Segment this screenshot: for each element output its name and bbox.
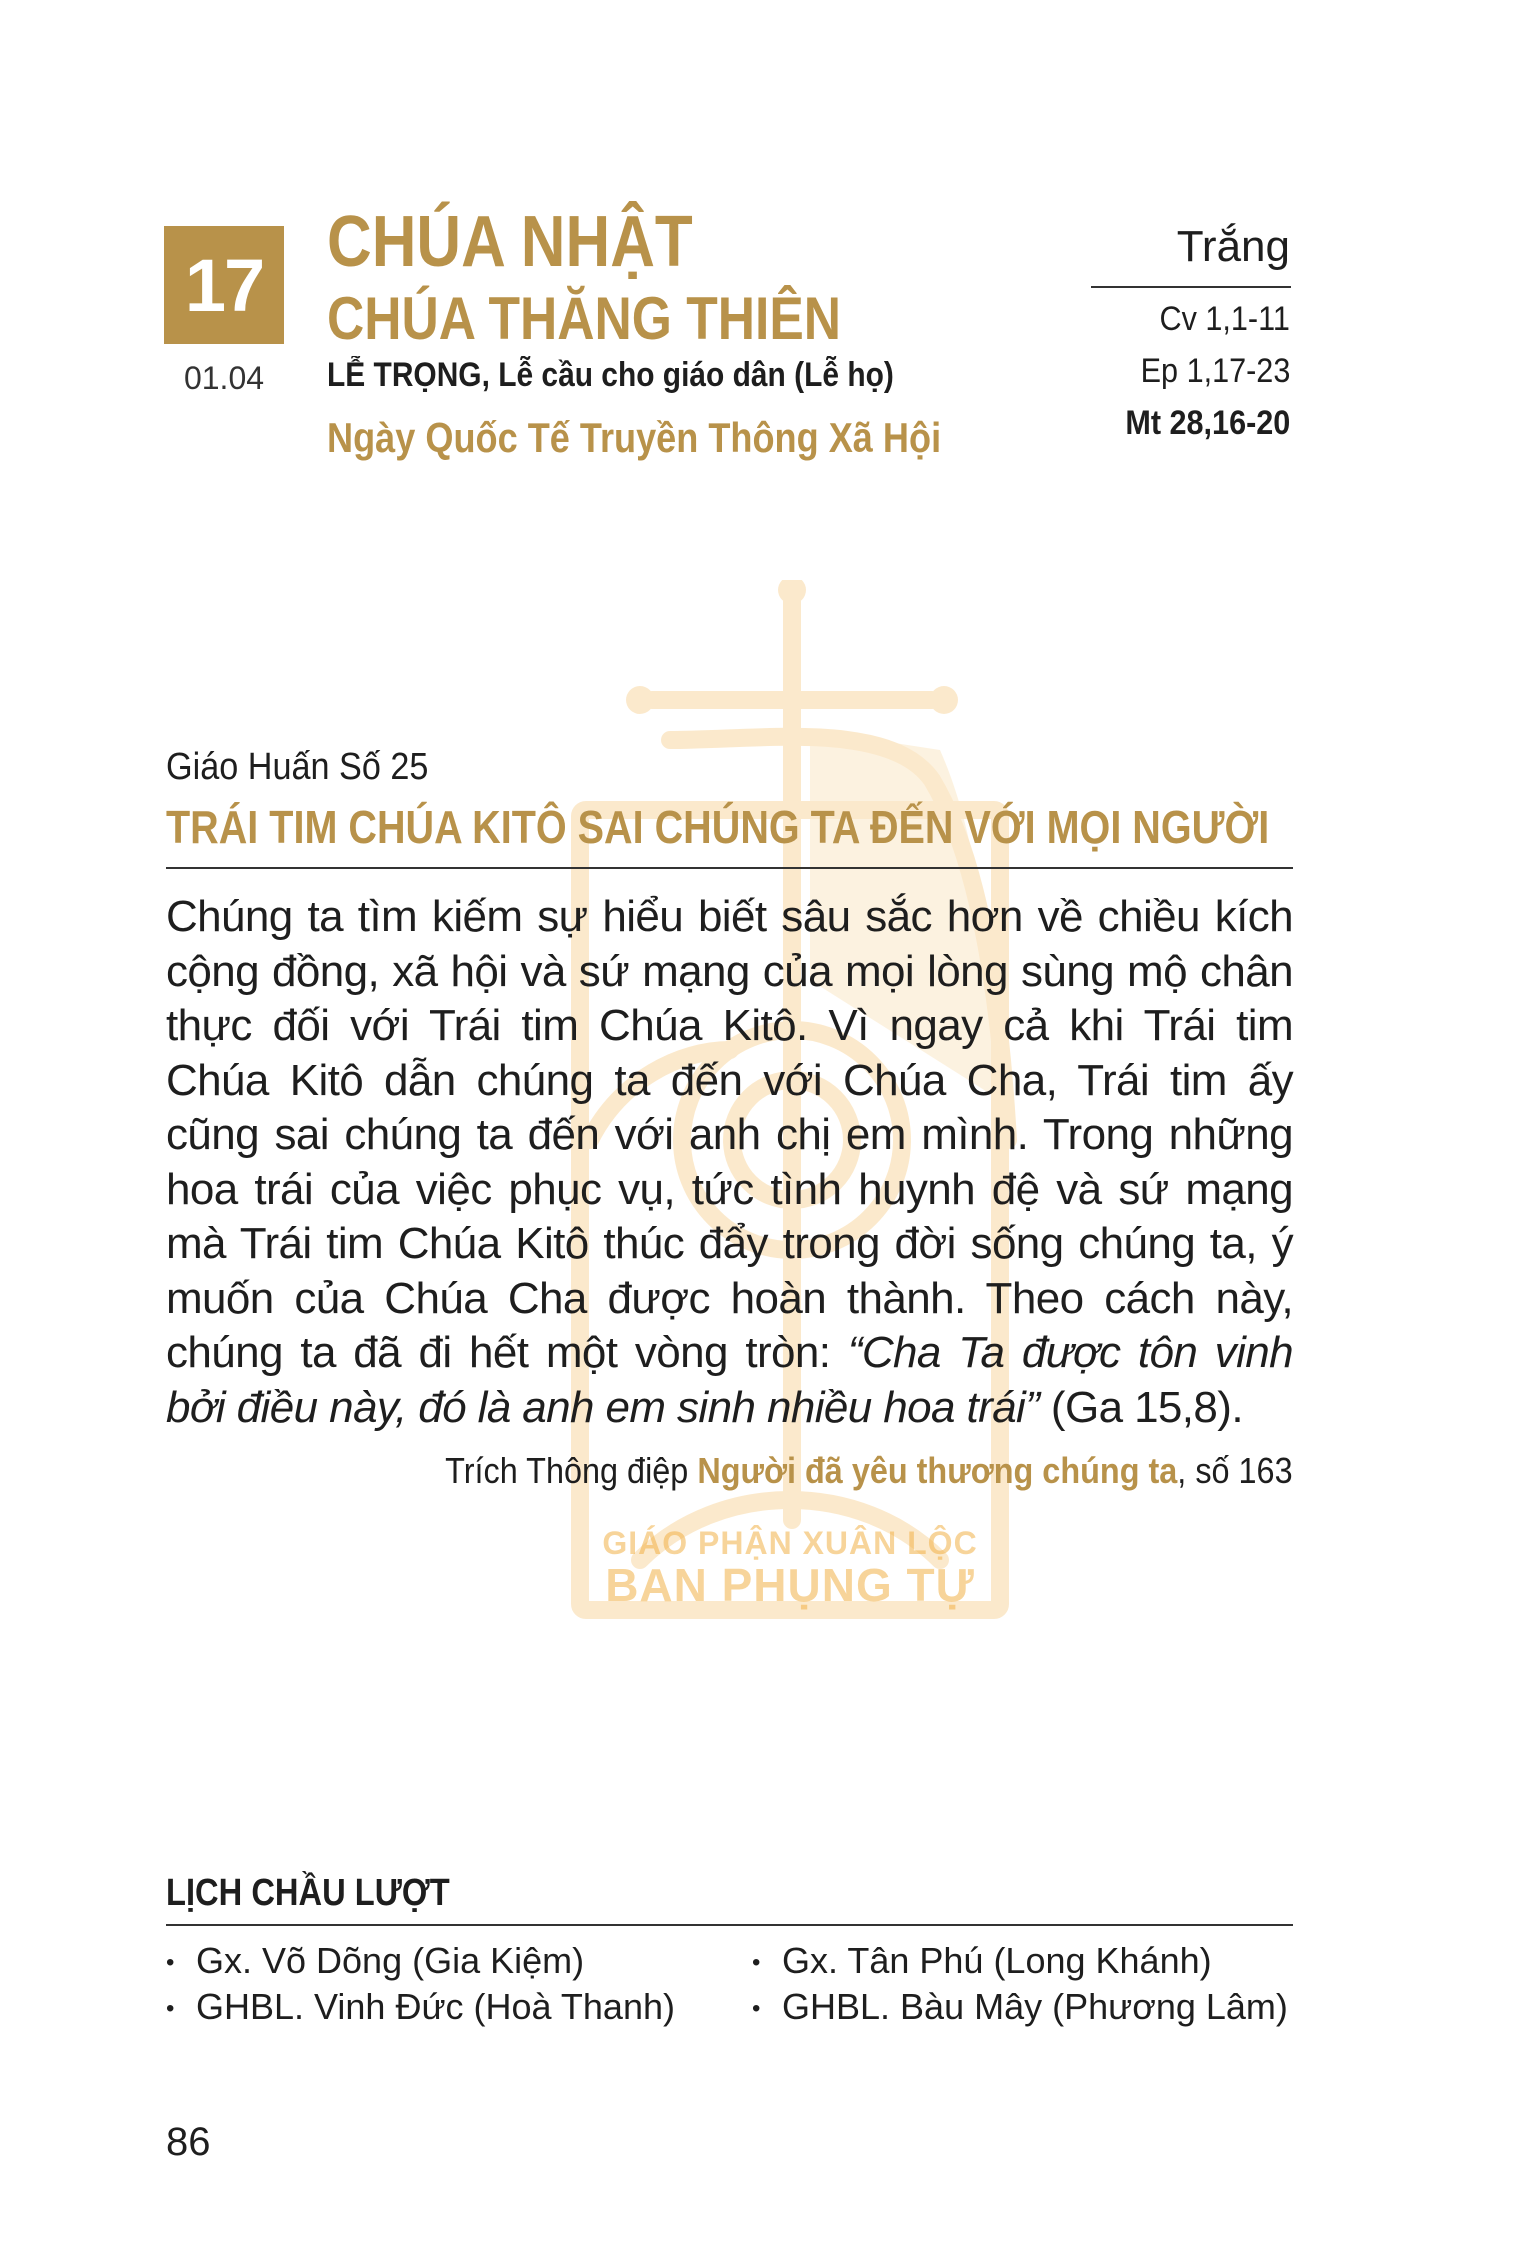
reading-gospel: Mt 28,16-20: [1125, 404, 1290, 442]
teaching-label: Giáo Huấn Số 25: [166, 746, 429, 788]
page-title-line1: CHÚA NHẬT: [327, 202, 693, 282]
bullet: •: [752, 1949, 761, 1977]
watermark-line2: BAN PHỤNG TỰ: [605, 1559, 975, 1611]
day-number-badge: [164, 226, 284, 344]
observance-name: Ngày Quốc Tế Truyền Thông Xã Hội: [327, 414, 942, 461]
citation: [446, 1450, 1293, 1492]
citation-suffix: , số 163: [1177, 1450, 1293, 1491]
citation-prefix: Trích Thông điệp: [445, 1450, 698, 1491]
reading-first: Cv 1,1-11: [1159, 300, 1290, 338]
teaching-body: [166, 890, 1293, 1435]
teaching-body-text: Chúng ta tìm kiếm sự hiểu biết sâu sắc hơn về chiều kích cộng đồng, xã hội và sứ mạng của mọi lòng sùng mộ chân thực đối với Trái tim Chúa Kitô. Vì ngay cả khi Trái tim Chúa Kitô dẫn chúng ta đến với Chúa Cha, Trái tim ấy cũng sai chúng ta đến với anh chị em mình. Trong những hoa trái của việc phục vụ, tức tình huynh đệ và sứ mạng mà Trái tim Chúa Kitô thúc đẩy trong đời sống chúng ta, ý muốn của Chúa Cha được hoàn thành. Theo cách này, chúng ta đã đi hết một vòng tròn:: [166, 892, 1293, 1377]
schedule-item-label: GHBL. Bàu Mây (Phương Lâm): [782, 1986, 1288, 2027]
teaching-body-quote: “Cha Ta được tôn vinh bởi điều này, đó là anh em sinh nhiều hoa trái”: [166, 1328, 1293, 1432]
schedule-item: [752, 1986, 1288, 2028]
date: 01.04: [183, 360, 265, 396]
feast-rank: LỄ TRỌNG, Lễ cầu cho giáo dân (Lễ họ): [327, 356, 894, 394]
watermark-line1: GIÁO PHẬN XUÂN LỘC: [602, 1525, 978, 1561]
section-divider: [166, 867, 1293, 869]
liturgical-color: Trắng: [1176, 222, 1290, 271]
schedule-item-label: Gx. Võ Dõng (Gia Kiệm): [196, 1940, 585, 1981]
readings-divider: [1091, 286, 1291, 288]
day-number: 17: [184, 243, 264, 327]
schedule-title: LỊCH CHẦU LƯỢT: [166, 1872, 450, 1914]
schedule-item-label: GHBL. Vinh Đức (Hoà Thanh): [196, 1986, 675, 2027]
page-number: 86: [166, 2120, 211, 2164]
schedule-item: [166, 1986, 675, 2028]
schedule-item: [752, 1940, 1212, 1982]
bullet: •: [166, 1949, 175, 1977]
schedule-divider: [166, 1924, 1293, 1926]
bullet: •: [752, 1995, 761, 2023]
schedule-item: [166, 1940, 584, 1982]
page-title-line2: CHÚA THĂNG THIÊN: [327, 285, 842, 352]
citation-title: Người đã yêu thương chúng ta: [697, 1450, 1178, 1491]
teaching-body-reference: (Ga 15,8).: [1039, 1382, 1243, 1432]
teaching-title: TRÁI TIM CHÚA KITÔ SAI CHÚNG TA ĐẾN VỚI MỌI NGƯỜI: [166, 801, 1270, 853]
schedule-item-label: Gx. Tân Phú (Long Khánh): [782, 1940, 1212, 1981]
bullet: •: [166, 1995, 175, 2023]
reading-second: Ep 1,17-23: [1140, 352, 1290, 390]
